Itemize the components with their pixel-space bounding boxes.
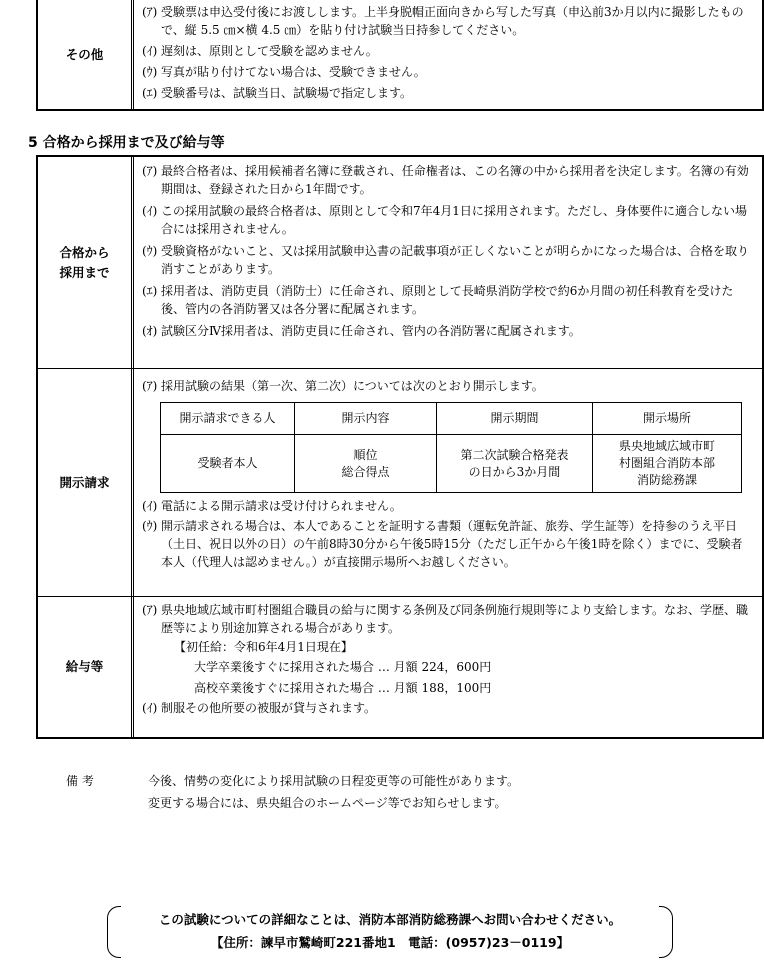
section-5-table xyxy=(36,155,764,739)
salary-initial-title: 【初任給：令和6年4月1日現在】 xyxy=(174,640,353,654)
salary-row xyxy=(38,597,762,737)
hiring-label: 合格から 採用まで xyxy=(38,157,134,368)
remarks-line1: 今後、情勢の変化により採用試験の日程変更等の可能性があります。 xyxy=(148,774,520,788)
disclosure-row xyxy=(38,369,762,597)
contact-line1: この試験についての詳細なことは、消防本部消防総務課へお問い合わせください。 xyxy=(158,912,622,927)
other-item-a: (ｱ) 受験票は申込受付後にお渡しします。上半身脱帽正面向きから写した写真（申込前3か月以内に撮影したもので、縦 5.5 ㎝×横 4.5 ㎝）を貼り付け試験当日持参してください。 xyxy=(142,5,744,37)
hiring-content xyxy=(134,157,762,368)
disclosure-table-row xyxy=(161,435,742,493)
salary-label: 給与等 xyxy=(38,597,134,737)
cell-place: 県央地域広域市町 村圏組合消防本部 消防総務課 xyxy=(593,435,742,493)
hiring-item-b: (ｲ) この採用試験の最終合格者は、原則として令和7年4月1日に採用されます。ただし、身体要件に適合しない場合には採用されません。 xyxy=(142,204,747,236)
col-requester: 開示請求できる人 xyxy=(161,403,295,435)
other-row xyxy=(38,0,762,109)
hiring-item-a: (ｱ) 最終合格者は、採用候補者名簿に登載され、任命権者は、この名簿の中から採用者を決定します。名簿の有効期間は、登録された日から1年間です。 xyxy=(142,164,749,196)
disclosure-intro: (ｱ) 採用試験の結果（第一次、第二次）については次のとおり開示します。 xyxy=(142,379,544,393)
remarks-key: 備 考 xyxy=(66,774,94,788)
hiring-item-d: (ｴ) 採用者は、消防吏員（消防士）に任命され、原則として長崎県消防学校で約6か月間の初任科教育を受けた後、管内の各消防署又は各分署に配属されます。 xyxy=(142,284,734,316)
cell-content: 順位 総合得点 xyxy=(295,435,437,493)
remarks xyxy=(66,770,519,814)
salary-university: 大学卒業後すぐに採用された場合 … 月額 224，600円 xyxy=(194,660,492,674)
contact-line2: 【住所：諫早市鷲崎町221番地1 電話：(0957)23－0119】 xyxy=(210,935,570,950)
disclosure-table xyxy=(160,402,742,493)
disclosure-item-b: (ｲ) 電話による開示請求は受け付けられません。 xyxy=(142,499,402,513)
other-item-d: (ｴ) 受験番号は、試験当日、試験場で指定します。 xyxy=(142,86,413,100)
disclosure-table-header xyxy=(161,403,742,435)
other-content xyxy=(134,0,762,109)
disclosure-item-c: (ｳ) 開示請求される場合は、本人であることを証明する書類（運転免許証、旅券、学生証等）を持参のうえ平日（土日、祝日以外の日）の午前8時30分から午後5時15分（ただし正午から午後1時を除く）までに、受験者本人（代理人は認めません。）が直接開示場所へお越しください。 xyxy=(142,519,743,569)
col-period: 開示期間 xyxy=(437,403,593,435)
disclosure-label: 開示請求 xyxy=(38,369,134,596)
other-label: その他 xyxy=(38,0,134,109)
cell-period: 第二次試験合格発表 の日から3か月間 xyxy=(437,435,593,493)
other-section xyxy=(36,0,764,111)
salary-highschool: 高校卒業後すぐに採用された場合 … 月額 188，100円 xyxy=(194,681,492,695)
other-item-b: (ｲ) 遅刻は、原則として受験を認めません。 xyxy=(142,44,378,58)
salary-item-a: (ｱ) 県央地域広域市町村圏組合職員の給与に関する条例及び同条例施行規則等により支給します。なお、学歴、職歴等により別途加算される場合があります。 xyxy=(142,603,749,635)
other-item-c: (ｳ) 写真が貼り付けてない場合は、受験できません。 xyxy=(142,65,426,79)
col-place: 開示場所 xyxy=(593,403,742,435)
remarks-line2: 変更する場合には、県央組合のホームページ等でお知らせします。 xyxy=(148,796,507,810)
salary-item-b: (ｲ) 制服その他所要の被服が貸与されます。 xyxy=(142,701,377,715)
section-5-heading: 5 合格から採用まで及び給与等 xyxy=(28,135,225,151)
col-content: 開示内容 xyxy=(295,403,437,435)
contact-box xyxy=(107,906,673,958)
disclosure-content xyxy=(134,369,762,596)
salary-content xyxy=(134,597,762,737)
hiring-row xyxy=(38,157,762,369)
hiring-item-e: (ｵ) 試験区分Ⅳ採用者は、消防吏員に任命され、管内の各消防署に配属されます。 xyxy=(142,324,581,338)
hiring-item-c: (ｳ) 受験資格がないこと、又は採用試験申込書の記載事項が正しくないことが明らかになった場合は、合格を取り消すことがあります。 xyxy=(142,244,750,276)
cell-requester: 受験者本人 xyxy=(161,435,295,493)
